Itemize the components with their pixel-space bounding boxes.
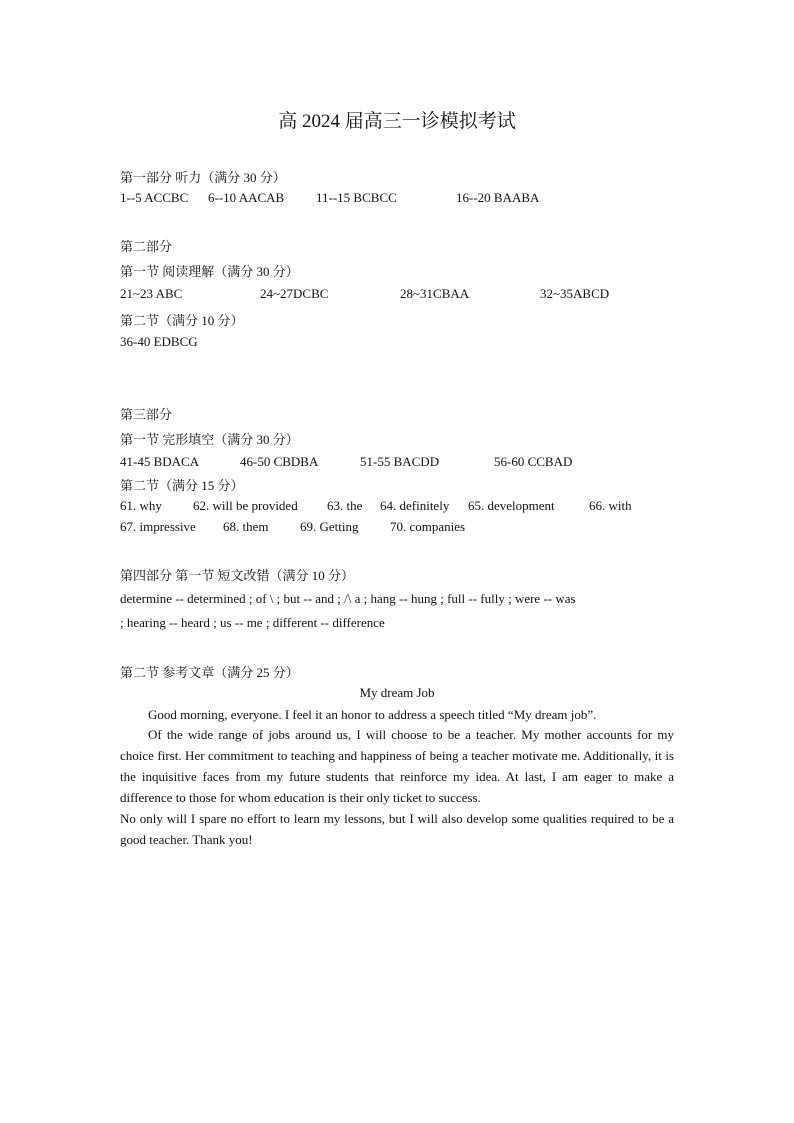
- part3-blank-70: 70. companies: [390, 519, 466, 534]
- part3-blank-62: 62. will be provided: [193, 498, 298, 513]
- part2-answer-3: 28~31CBAA: [400, 286, 470, 301]
- part2-section2-heading: 第二节（满分 10 分）: [120, 313, 244, 328]
- essay-paragraph-3: No only will I spare no effort to learn my lessons, but I will also develop some qualities required to be a good teacher. Thank you!: [120, 811, 674, 847]
- part1-heading: 第一部分 听力（满分 30 分）: [120, 170, 286, 185]
- part3-answer-4: 56-60 CCBAD: [494, 454, 573, 469]
- part1-answer-3: 11--15 BCBCC: [316, 190, 397, 205]
- part3-blank-61: 61. why: [120, 498, 162, 513]
- part3-blank-64: 64. definitely: [380, 498, 450, 513]
- part3-blank-66: 66. with: [589, 498, 632, 513]
- part2-section1-heading: 第一节 阅读理解（满分 30 分）: [120, 264, 299, 279]
- part3-answer-1: 41-45 BDACA: [120, 454, 200, 469]
- part3-blank-69: 69. Getting: [300, 519, 359, 534]
- part1-answer-1: 1--5 ACCBC: [120, 190, 189, 205]
- part3-blank-65: 65. development: [468, 498, 555, 513]
- part3-heading: 第三部分: [120, 407, 173, 422]
- part3-section2-heading: 第二节（满分 15 分）: [120, 478, 244, 493]
- part4-heading: 第四部分 第一节 短文改错（满分 10 分）: [120, 568, 355, 583]
- part2-answer-2: 24~27DCBC: [260, 286, 329, 301]
- part4-corrections-line1: determine -- determined ; of \ ; but -- and ; /\ a ; hang -- hung ; full -- fully ; were -- was: [120, 591, 576, 606]
- part1-answer-4: 16--20 BAABA: [456, 190, 540, 205]
- page-title: 高 2024 届高三一诊模拟考试: [278, 111, 516, 132]
- essay-title: My dream Job: [359, 685, 435, 700]
- part2-answer-4: 32~35ABCD: [540, 286, 610, 301]
- part3-blank-68: 68. them: [223, 519, 269, 534]
- part3-blank-67: 67. impressive: [120, 519, 196, 534]
- part1-answer-2: 6--10 AACAB: [208, 190, 285, 205]
- essay-paragraph-1: Good morning, everyone. I feel it an honor to address a speech titled “My dream job”.: [148, 707, 597, 722]
- part3-blank-63: 63. the: [327, 498, 363, 513]
- part2-section2-answer: 36-40 EDBCG: [120, 334, 198, 349]
- part4-corrections-line2: ; hearing -- heard ; us -- me ; different -- difference: [120, 615, 385, 630]
- writing-heading: 第二节 参考文章（满分 25 分）: [120, 665, 299, 680]
- essay-paragraph-2: Of the wide range of jobs around us, I will choose to be a teacher. My mother accounts for my choice first. Her commitment to teaching and happiness of being a teacher motivate me. Additionally, it is the inquisitive faces from my future students that reinforce my idea. At last, I am eager to make a difference to those for whom education is their only ticket to success.: [120, 727, 674, 805]
- part2-answer-1: 21~23 ABC: [120, 286, 183, 301]
- part3-answer-2: 46-50 CBDBA: [240, 454, 319, 469]
- part3-answer-3: 51-55 BACDD: [360, 454, 440, 469]
- part3-section1-heading: 第一节 完形填空（满分 30 分）: [120, 432, 299, 447]
- part2-heading: 第二部分: [120, 239, 173, 254]
